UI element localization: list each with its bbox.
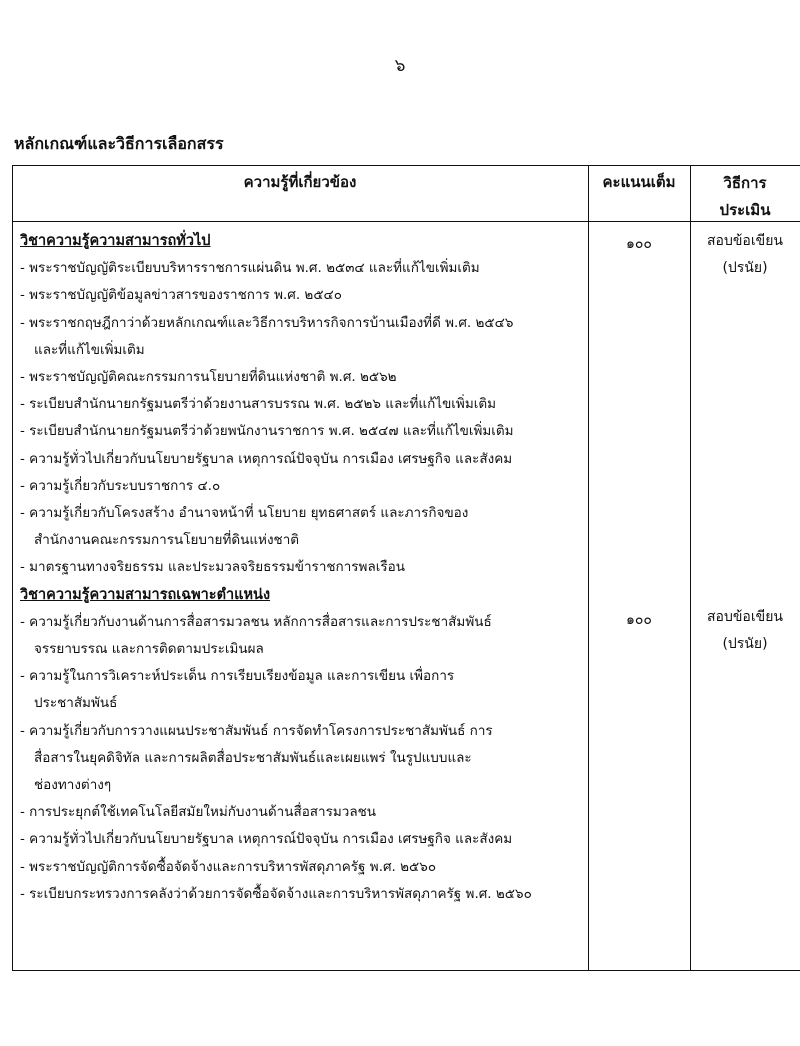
header-score: คะแนนเต็ม: [602, 173, 676, 191]
section-heading: หลักเกณฑ์และวิธีการเลือกสรร: [14, 134, 224, 153]
list-item-continuation: และที่แก้ไขเพิ่มเติม: [34, 341, 145, 358]
list-item: - มาตรฐานทางจริยธรรม และประมวลจริยธรรมข้าราชการพลเรือน: [20, 559, 405, 576]
list-item: - พระราชบัญญัติข้อมูลข่าวสารของราชการ พ.ศ. ๒๕๔๐: [20, 287, 343, 304]
section-title-general: วิชาความรู้ความสามารถทั่วไป: [20, 233, 211, 249]
column-divider-method: [690, 165, 691, 971]
list-item: - การประยุกต์ใช้เทคโนโลยีสมัยใหม่กับงานด้านสื่อสารมวลชน: [20, 804, 377, 821]
header-method-line1: วิธีการ: [723, 174, 767, 192]
list-item: - พระราชบัญญัติการจัดซื้อจัดจ้างและการบริหารพัสดุภาครัฐ พ.ศ. ๒๕๖๐: [20, 858, 437, 875]
method-general-line2: (ปรนัย): [722, 260, 768, 276]
score-specific: ๑๐๐: [626, 612, 652, 628]
header-divider: [12, 221, 800, 222]
method-specific-line2: (ปรนัย): [722, 636, 768, 652]
header-method-line2: ประเมิน: [719, 201, 771, 219]
list-item: - พระราชบัญญัติระเบียบบริหารราชการแผ่นดิน พ.ศ. ๒๕๓๔ และที่แก้ไขเพิ่มเติม: [20, 260, 480, 277]
knowledge-list: [20, 228, 586, 908]
column-divider-score: [588, 165, 589, 971]
list-item-continuation: สื่อสารในยุคดิจิทัล และการผลิตสื่อประชาสัมพันธ์และเผยแพร่ ในรูปแบบและ: [34, 749, 472, 766]
section-title-specific: วิชาความรู้ความสามารถเฉพาะตำแหน่ง: [20, 586, 271, 603]
list-item: - พระราชกฤษฎีกาว่าด้วยหลักเกณฑ์และวิธีการบริหารกิจการบ้านเมืองที่ดี พ.ศ. ๒๕๔๖: [20, 314, 514, 331]
page-number: ๖: [394, 56, 406, 76]
header-knowledge: ความรู้ที่เกี่ยวข้อง: [243, 173, 357, 191]
list-item-continuation: สำนักงานคณะกรรมการนโยบายที่ดินแห่งชาติ: [34, 532, 300, 549]
list-item: - ความรู้เกี่ยวกับการวางแผนประชาสัมพันธ์ การจัดทำโครงการประชาสัมพันธ์ การ: [20, 722, 493, 739]
method-specific: [690, 604, 800, 658]
list-item: - ความรู้เกี่ยวกับโครงสร้าง อำนาจหน้าที่ นโยบาย ยุทธศาสตร์ และภารกิจของ: [20, 505, 469, 522]
list-item: - ความรู้ทั่วไปเกี่ยวกับนโยบายรัฐบาล เหตุการณ์ปัจจุบัน การเมือง เศรษฐกิจ และสังคม: [20, 831, 513, 848]
score-general: ๑๐๐: [626, 236, 652, 252]
list-item: - ระเบียบกระทรวงการคลังว่าด้วยการจัดซื้อจัดจ้างและการบริหารพัสดุภาครัฐ พ.ศ. ๒๕๖๐: [20, 885, 532, 902]
list-item: - ระเบียบสำนักนายกรัฐมนตรีว่าด้วยพนักงานราชการ พ.ศ. ๒๕๔๗ และที่แก้ไขเพิ่มเติม: [20, 423, 514, 440]
list-item: - พระราชบัญญัติคณะกรรมการนโยบายที่ดินแห่งชาติ พ.ศ. ๒๕๖๒: [20, 369, 397, 386]
list-item: - ความรู้เกี่ยวกับระบบราชการ ๔.๐: [20, 477, 221, 494]
list-item-continuation: ช่องทางต่างๆ: [34, 777, 112, 794]
list-item: - ความรู้เกี่ยวกับงานด้านการสื่อสารมวลชน หลักการสื่อสารและการประชาสัมพันธ์: [20, 613, 492, 630]
list-item: - ความรู้ทั่วไปเกี่ยวกับนโยบายรัฐบาล เหตุการณ์ปัจจุบัน การเมือง เศรษฐกิจ และสังคม: [20, 450, 513, 467]
method-general-line1: สอบข้อเขียน: [707, 233, 783, 249]
method-general: [690, 228, 800, 282]
method-specific-line1: สอบข้อเขียน: [707, 609, 783, 625]
list-item: - ความรู้ในการวิเคราะห์ประเด็น การเรียบเรียงข้อมูล และการเขียน เพื่อการ: [20, 668, 455, 685]
header-method: [690, 170, 800, 224]
list-item-continuation: ประชาสัมพันธ์: [34, 695, 118, 712]
list-item: - ระเบียบสำนักนายกรัฐมนตรีว่าด้วยงานสารบรรณ พ.ศ. ๒๕๒๖ และที่แก้ไขเพิ่มเติม: [20, 396, 496, 413]
list-item-continuation: จรรยาบรรณ และการติดตามประเมินผล: [34, 641, 264, 658]
